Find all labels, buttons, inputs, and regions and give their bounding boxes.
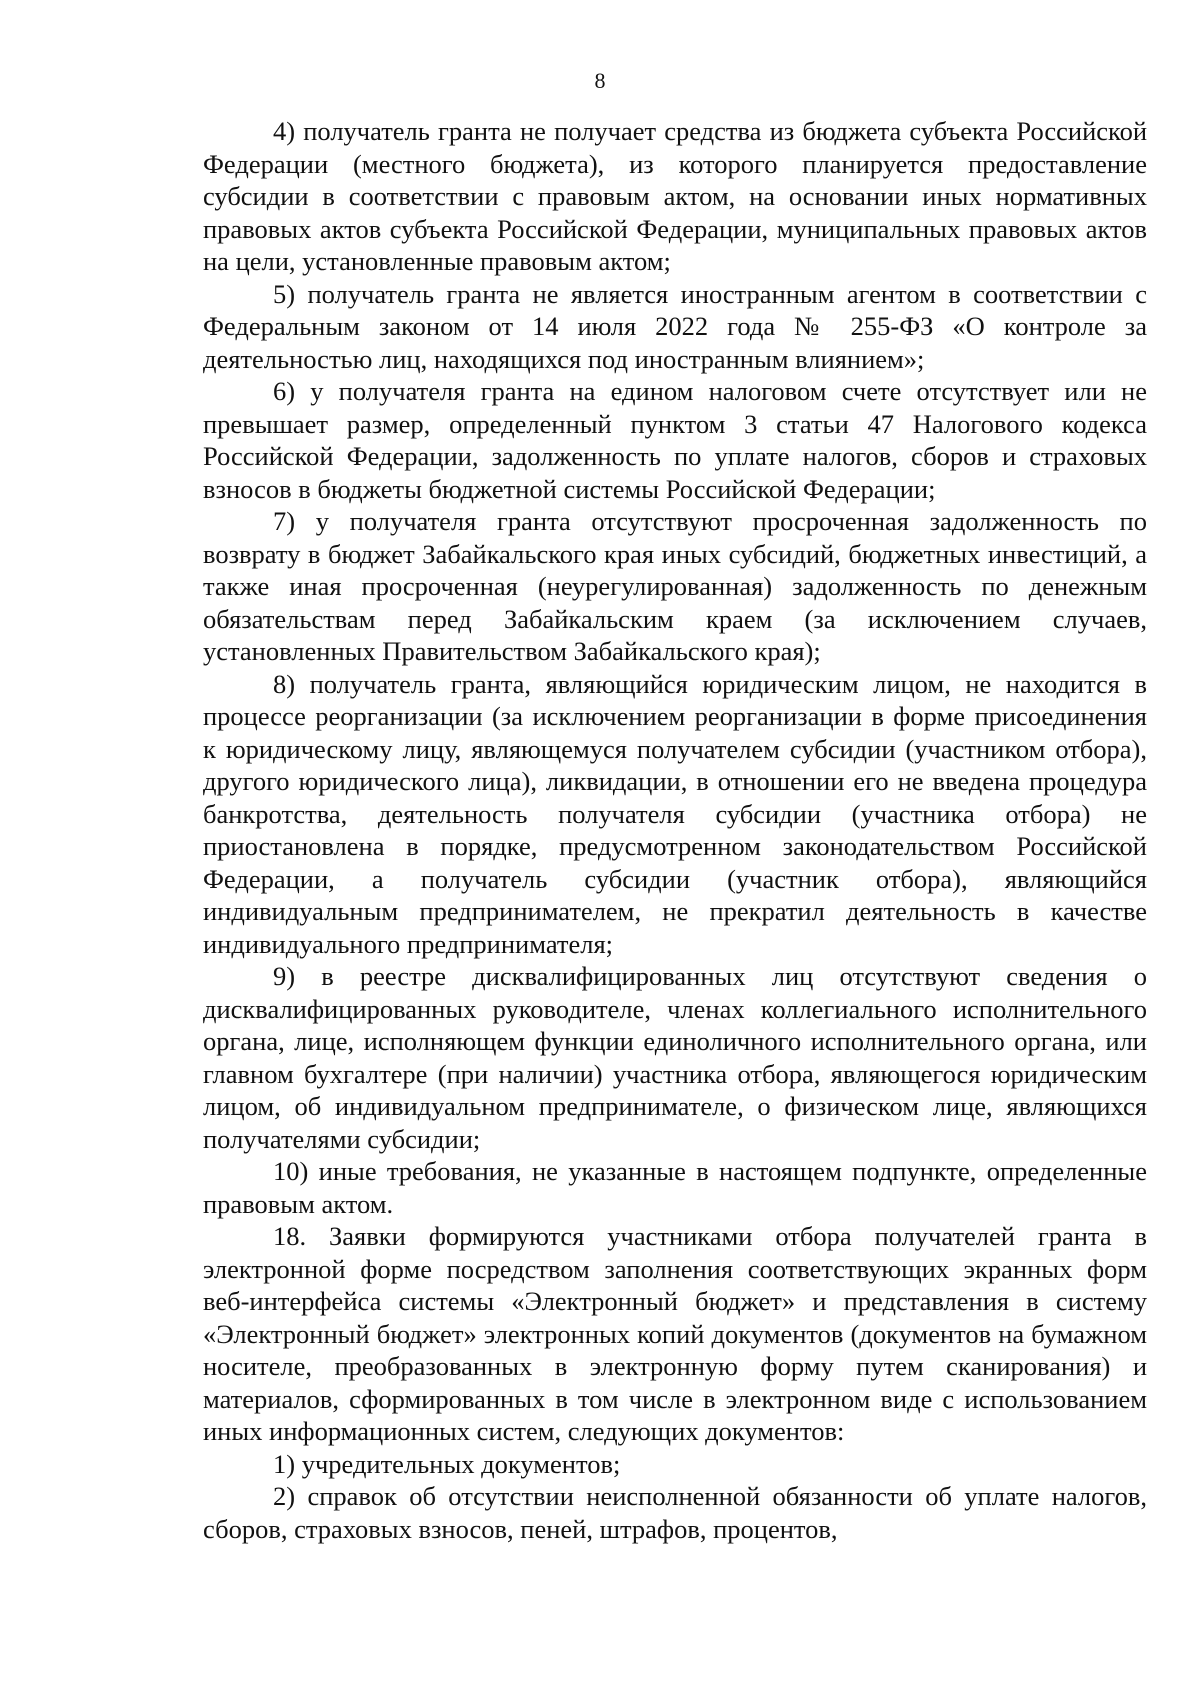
- paragraph-item-9: 9) в реестре дисквалифицированных лиц отсутствуют сведения о дисквалифицированных руководителе, членах коллегиального исполнительного органа, лице, исполняющем функции единоличного исполнительного органа, или главном бухгалтере (при наличии) участника отбора, являющегося юридическим лицом, об индивидуальном предпринимателе, о физическом лице, являющихся получателями субсидии;: [203, 961, 1147, 1154]
- paragraph-item-10: 10) иные требования, не указанные в настоящем подпункте, определенные правовым актом.: [203, 1156, 1147, 1219]
- paragraph-item-8: 8) получатель гранта, являющийся юридическим лицом, не находится в процессе реорганизации (за исключением реорганизации в форме присоединения к юридическому лицу, являющемуся получателем субсидии (участником отбора), другого юридического лица), ликвидации, в отношении его не введена процедура банкротства, деятельность получателя субсидии (участника отбора) не приостановлена в порядке, предусмотренном законодательством Российской Федерации, а получатель субсидии (участник отбора), являющийся индивидуальным предпринимателем, не прекратил деятельность в качестве индивидуального предпринимателя;: [203, 668, 1147, 959]
- document-body: [203, 115, 1147, 1545]
- paragraph-item-7: 7) у получателя гранта отсутствуют просроченная задолженность по возврату в бюджет Забайкальского края иных субсидий, бюджетных инвестиций, а также иная просроченная (неурегулированная) задолженность по денежным обязательствам перед Забайкальским краем (за исключением случаев, установленных Правительством Забайкальского края);: [203, 506, 1147, 666]
- paragraph-doc-2: 2) справок об отсутствии неисполненной обязанности об уплате налогов, сборов, страховых взносов, пеней, штрафов, процентов,: [203, 1481, 1147, 1544]
- paragraph-section-18: 18. Заявки формируются участниками отбора получателей гранта в электронной форме посредством заполнения соответствующих экранных форм веб-интерфейса системы «Электронный бюджет» и представления в систему «Электронный бюджет» электронных копий документов (документов на бумажном носителе, преобразованных в электронную форму путем сканирования) и материалов, сформированных в том числе в электронном виде с использованием иных информационных систем, следующих документов:: [203, 1221, 1147, 1446]
- paragraph-item-5: 5) получатель гранта не является иностранным агентом в соответствии с Федеральным законом от 14 июля 2022 года № 255-ФЗ «О контроле за деятельностью лиц, находящихся под иностранным влиянием»;: [203, 278, 1147, 374]
- paragraph-item-6: 6) у получателя гранта на едином налоговом счете отсутствует или не превышает размер, определенный пунктом 3 статьи 47 Налогового кодекса Российской Федерации, задолженность по уплате налогов, сборов и страховых взносов в бюджеты бюджетной системы Российской Федерации;: [203, 376, 1147, 504]
- paragraph-item-4: 4) получатель гранта не получает средства из бюджета субъекта Российской Федерации (местного бюджета), из которого планируется предоставление субсидии в соответствии с правовым актом, на основании иных нормативных правовых актов субъекта Российской Федерации, муниципальных правовых актов на цели, установленные правовым актом;: [203, 116, 1147, 276]
- paragraph-doc-1: 1) учредительных документов;: [273, 1448, 621, 1479]
- page-number: 8: [594, 68, 606, 93]
